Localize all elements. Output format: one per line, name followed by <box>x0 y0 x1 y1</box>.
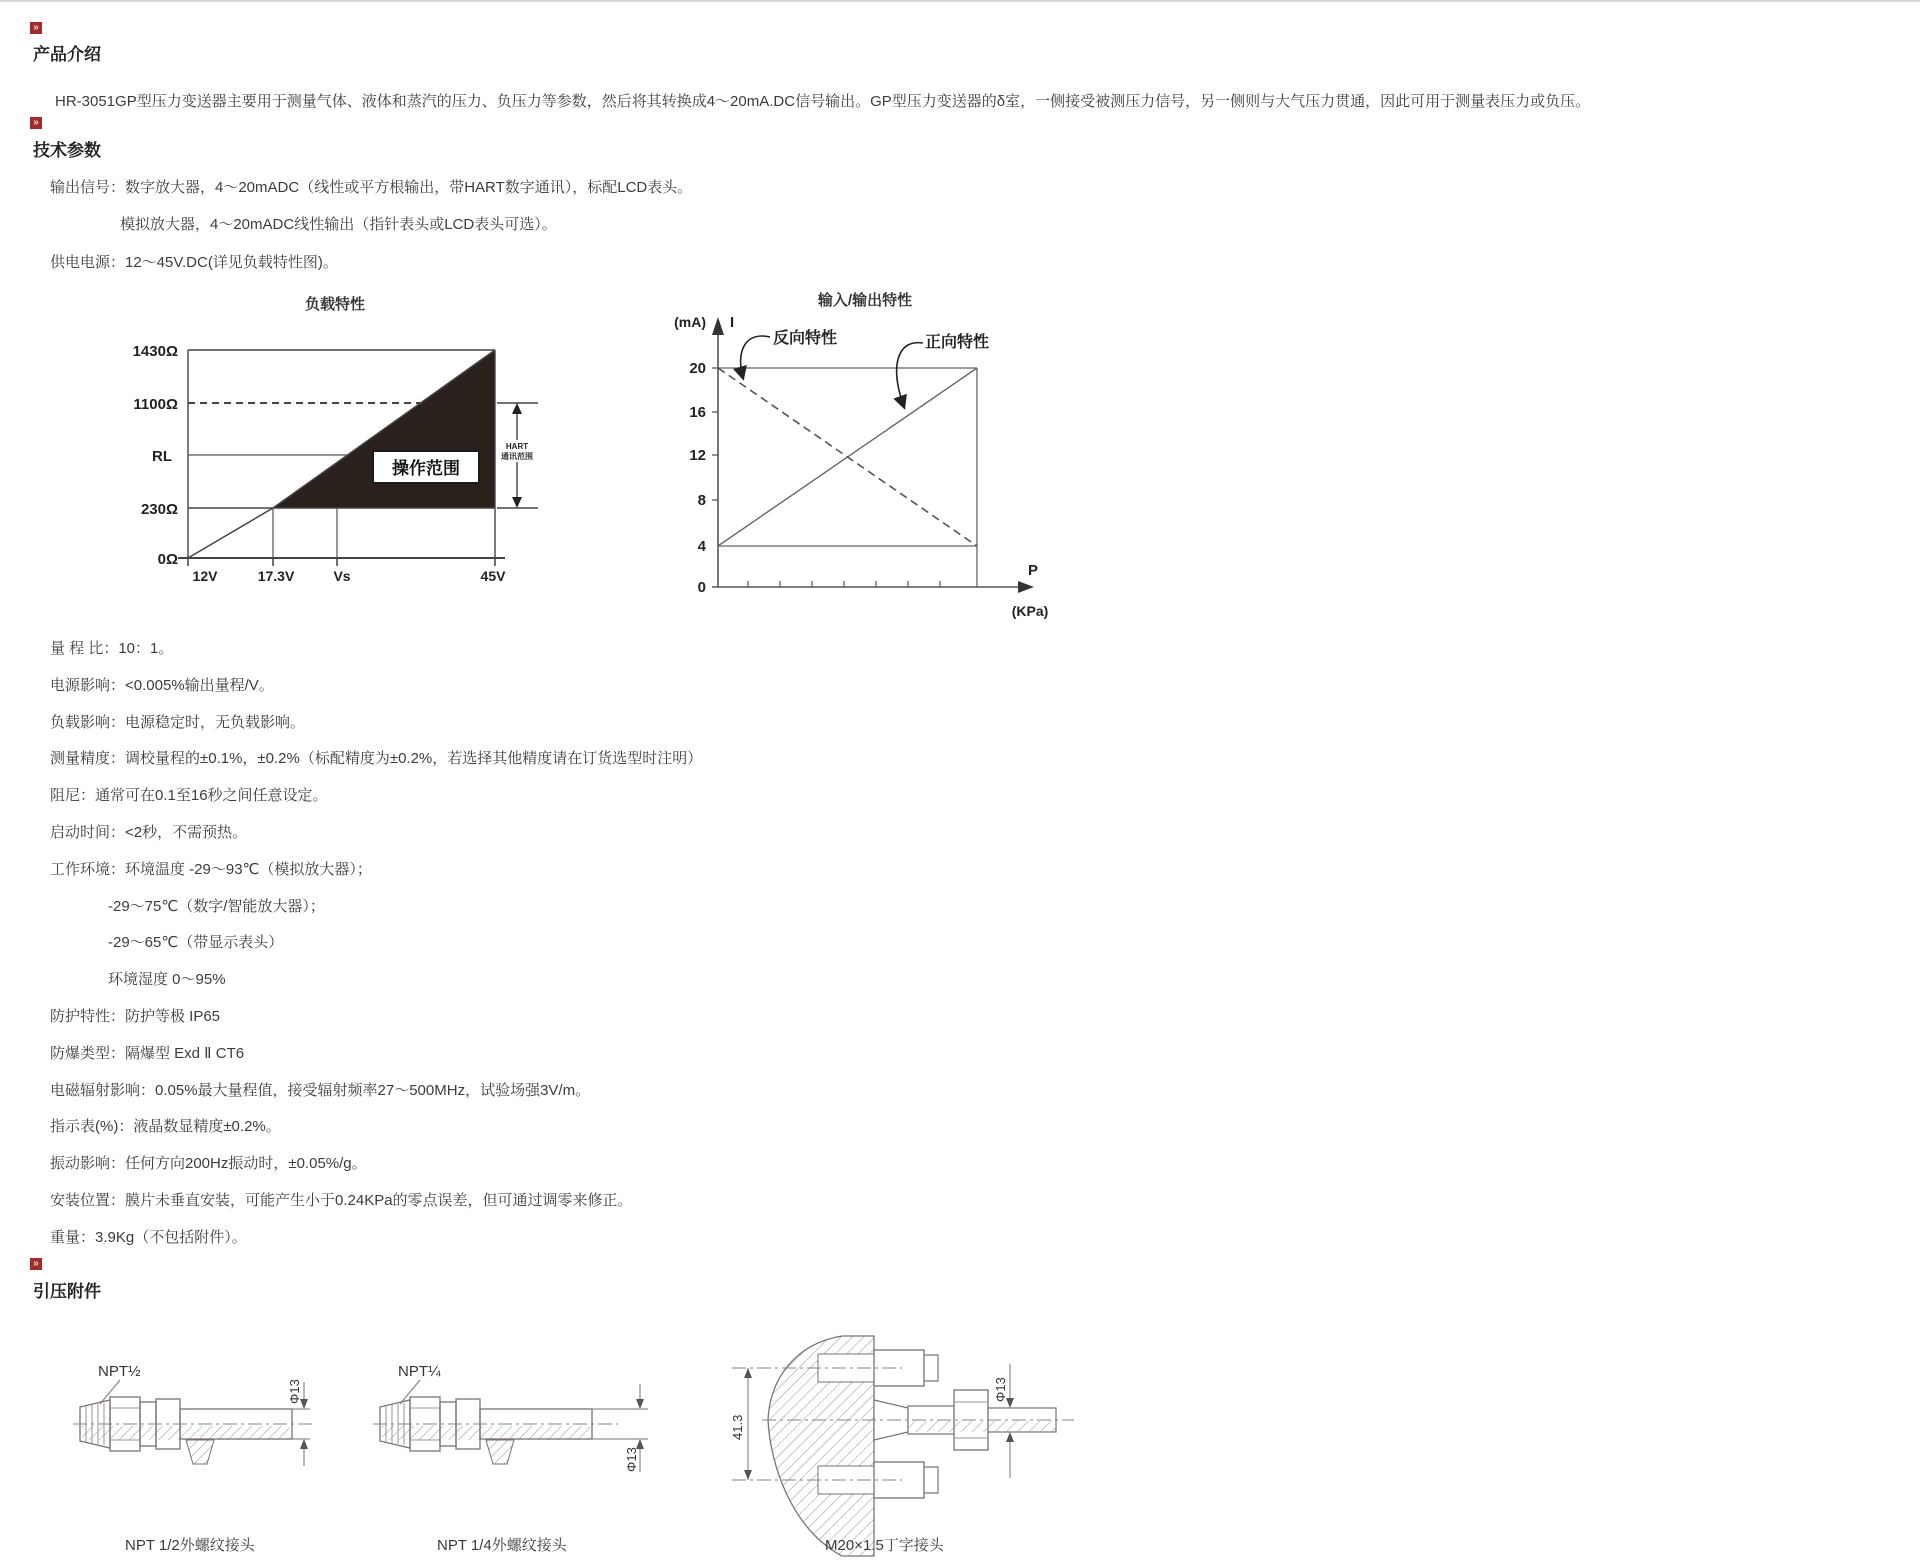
param-line: 安装位置：膜片未垂直安装，可能产生小于0.24KPa的零点误差，但可通过调零来修正。 <box>50 1191 633 1209</box>
thread-size-label: NPT¼ <box>398 1363 441 1380</box>
x-axis-label: Vs <box>333 568 351 584</box>
param-line: 振动影响：任何方向200Hz振动时，±0.05%/g。 <box>50 1155 367 1173</box>
fitting-caption: NPT 1/4外螺纹接头 <box>437 1537 567 1554</box>
fitting-caption: M20×1.5丁字接头 <box>825 1537 944 1554</box>
y-tick-label: 8 <box>697 492 706 509</box>
forward-series-label: 正向特性 <box>925 334 990 351</box>
x-axis-arrow <box>1018 581 1034 593</box>
chart-title: 负载特性 <box>304 296 366 313</box>
funnel <box>486 1440 514 1464</box>
param-line: 启动时间：<2秒，不需预热。 <box>50 823 248 841</box>
fitting-drawing-m20-tee <box>612 1328 1082 1562</box>
diameter-label: Φ13 <box>993 1377 1008 1402</box>
hart-range-label: HART <box>505 442 529 451</box>
boss-top-cap <box>924 1355 938 1381</box>
param-line: 指示表(%)：液晶数显精度±0.2%。 <box>50 1118 281 1136</box>
dim-arrow <box>300 1439 308 1449</box>
y-axis-arrow <box>712 317 724 335</box>
section-bullet-icon: » <box>30 1258 42 1270</box>
load-characteristic-chart <box>60 285 620 600</box>
param-line: 量 程 比：10：1。 <box>50 640 174 657</box>
reverse-annotation-arrow <box>741 336 770 378</box>
section-hatch <box>382 1426 590 1440</box>
bracket-arrow-down <box>512 497 522 508</box>
y-tick-label: 16 <box>689 404 706 421</box>
section-hatch <box>82 1426 290 1440</box>
param-line: -29～65℃（带显示表头） <box>108 934 284 952</box>
stem-hatch <box>908 1421 1056 1432</box>
param-line: 重量：3.9Kg（不包括附件）。 <box>50 1228 247 1246</box>
y-tick-label: 20 <box>689 360 706 377</box>
y-axis-label: RL <box>152 448 172 465</box>
param-line: -29～75℃（数字/智能放大器）； <box>108 897 325 915</box>
chart-title: 输入/输出特性 <box>817 292 913 309</box>
plot-frame <box>718 368 977 587</box>
y-tick-label: 4 <box>697 538 706 555</box>
spec-power-supply: 供电电源：12～45V.DC(详见负载特性图)。 <box>50 254 338 271</box>
param-line: 防爆类型：隔爆型 Exd Ⅱ CT6 <box>50 1044 245 1062</box>
funnel <box>186 1440 214 1464</box>
reverse-series-label: 反向特性 <box>773 330 838 347</box>
y-tick-label: 0 <box>697 579 706 596</box>
param-line: 电源影响：<0.005%输出量程/V。 <box>50 676 274 694</box>
x-gridlines <box>273 508 337 558</box>
top-divider <box>0 0 1920 2</box>
diameter-label: Φ13 <box>624 1447 639 1472</box>
boss-bottom <box>874 1462 924 1498</box>
x-axis-symbol: P <box>1028 562 1039 579</box>
dim-arrow <box>1006 1432 1014 1442</box>
section-bullet-icon: » <box>30 22 42 34</box>
operating-range-label: 操作范围 <box>392 459 460 478</box>
io-characteristic-chart <box>640 283 1090 628</box>
section-title-tech-params: 技术参数 <box>33 141 101 160</box>
param-line: 测量精度：调校量程的±0.1%，±0.2%（标配精度为±0.2%，若选择其他精度请在订货选型时注明） <box>50 750 703 768</box>
hart-range-label: 通讯范围 <box>501 452 533 461</box>
param-line: 防护特性：防护等极 IP65 <box>50 1007 221 1025</box>
diameter-label: Φ13 <box>287 1379 302 1404</box>
param-line: 工作环境：环境温度 -29～93℃（模拟放大器）； <box>50 860 372 878</box>
x-unit-label: (KPa) <box>1011 603 1049 619</box>
section-title-fittings: 引压附件 <box>33 1282 101 1301</box>
boss-top <box>874 1350 924 1386</box>
product-intro-paragraph: HR-3051GP型压力变送器主要用于测量气体、液体和蒸汽的压力、负压力等参数，然后将其转换成4～20mA.DC信号输出。GP型压力变送器的δ室，一侧接受被测压力信号，另一侧则与大气压力贯通，因此可用于测量表压力或负压。 <box>55 93 1591 110</box>
thread-size-label: NPT½ <box>98 1363 141 1380</box>
y-axis-label: 1430Ω <box>132 343 178 360</box>
section-bullet-icon: » <box>30 117 42 129</box>
x-axis-label: 17.3V <box>257 568 295 584</box>
boss-bottom-cap <box>924 1467 938 1493</box>
bracket-arrow-up <box>512 403 522 414</box>
y-tick-label: 12 <box>689 447 706 464</box>
x-axis-label: 12V <box>192 568 218 584</box>
x-axis-label: 45V <box>480 568 506 584</box>
param-line: 电磁辐射影响：0.05%最大量程值，接受辐射频率27～500MHz，试验场强3V/m。 <box>50 1081 591 1099</box>
y-axis-label: 1100Ω <box>133 396 178 413</box>
y-axis-label: 0Ω <box>157 551 178 568</box>
x-axis-ticks <box>188 558 495 566</box>
section-title-product-intro: 产品介绍 <box>33 45 101 64</box>
dim-arrow <box>744 1470 752 1480</box>
forward-annotation-arrow <box>897 343 923 407</box>
y-axis-symbol: I <box>730 314 735 331</box>
param-line: 环境湿度 0～95% <box>108 971 226 989</box>
spec-output-signal: 输出信号：数字放大器，4～20mADC（线性或平方根输出，带HART数字通讯），标配LCD表头。 <box>50 179 693 196</box>
param-line: 负载影响：电源稳定时，无负载影响。 <box>50 713 306 731</box>
dim-arrow <box>744 1368 752 1378</box>
y-axis-label: 230Ω <box>140 501 178 518</box>
height-dim-label: 41.3 <box>730 1414 745 1440</box>
spec-analog-amp: 模拟放大器，4～20mADC线性输出（指针表头或LCD表头可选）。 <box>120 216 557 233</box>
fitting-caption: NPT 1/2外螺纹接头 <box>125 1537 255 1554</box>
y-unit-label: (mA) <box>674 314 706 330</box>
tech-params-list <box>50 637 702 1263</box>
axis-ticks <box>712 368 940 587</box>
param-line: 阻尼：通常可在0.1至16秒之间任意设定。 <box>50 787 328 805</box>
fitting-drawing-npt-half <box>68 1352 318 1527</box>
